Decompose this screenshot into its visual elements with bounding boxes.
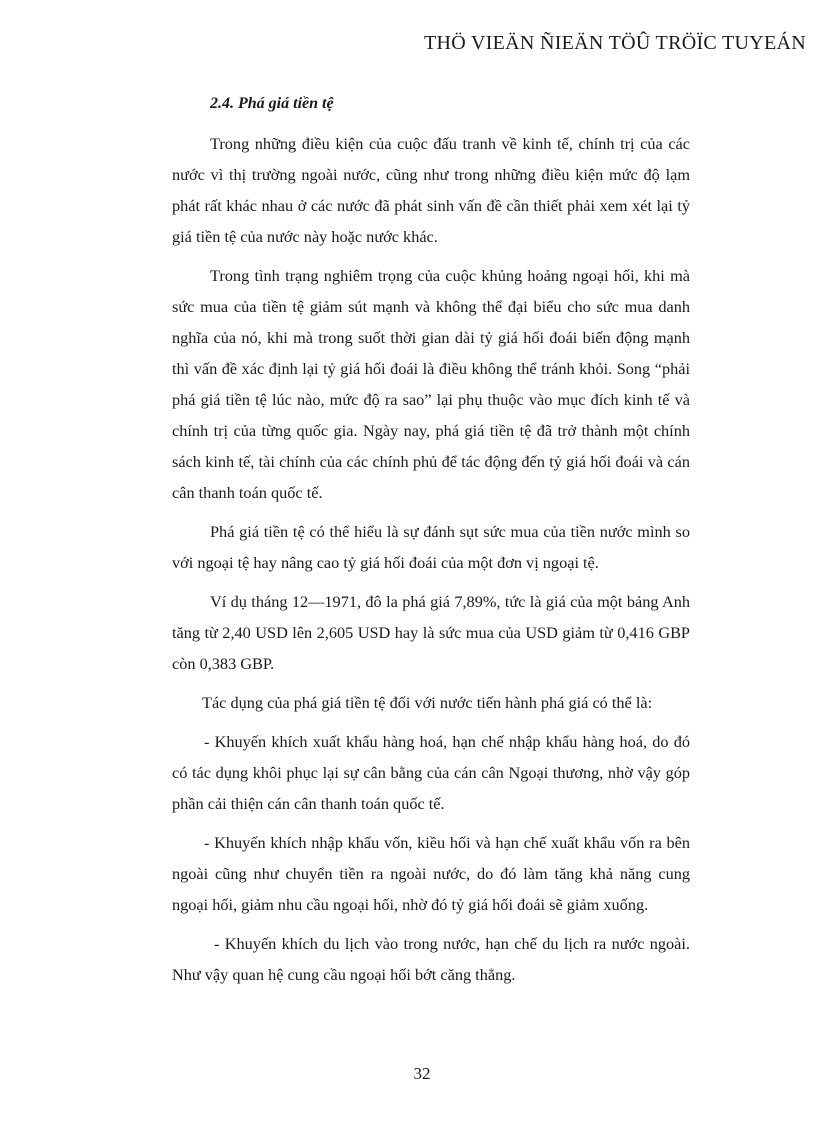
paragraph-effects-intro: Tác dụng của phá giá tiền tệ đối với nước tiến hành phá giá có thể là: xyxy=(202,693,653,712)
list-item-capital: - Khuyến khích nhập khẩu vốn, kiều hối và hạn chế xuất khẩu vốn ra bên ngoài cũng như chuyển tiền ra ngoài nước, do đó làm tăng khả năng cung ngoại hối, giảm nhu cầu ngoại hối, nhờ đó tỷ giá hối đoái sẽ giảm xuống. xyxy=(172,833,690,914)
section-heading: 2.4. Phá giá tiền tệ xyxy=(210,95,334,112)
paragraph-example: Ví dụ tháng 12—1971, đô la phá giá 7,89%, tức là giá của một bảng Anh tăng từ 2,40 USD lên 2,605 USD hay là sức mua của USD giảm từ 0,416 GBP còn 0,383 GBP. xyxy=(172,592,690,673)
page-body xyxy=(172,92,690,998)
running-header: THÖ VIEÄN ÑIEÄN TÖÛ TRÖÏC TUYEÁN xyxy=(424,32,806,54)
paragraph-definition: Phá giá tiền tệ có thể hiểu là sự đánh sụt sức mua của tiền nước mình so với ngoại tệ hay nâng cao tỷ giá hối đoái của một đơn vị ngoại tệ. xyxy=(172,522,690,572)
page-number: 32 xyxy=(413,1064,431,1083)
paragraph-crisis: Trong tình trạng nghiêm trọng của cuộc khủng hoảng ngoại hối, khi mà sức mua của tiền tệ giảm sút mạnh và không thể đại biểu cho sức mua danh nghĩa của nó, khi mà trong suốt thời gian dài tỷ giá hối đoái biến động mạnh thì vấn đề xác định lại tỷ giá hối đoái là điều không thể tránh khỏi. Song “phải phá giá tiền tệ lúc nào, mức độ ra sao” lại phụ thuộc vào mục đích kinh tế và chính trị của từng quốc gia. Ngày nay, phá giá tiền tệ đã trở thành một chính sách kinh tế, tài chính của các chính phủ để tác động đến tỷ giá hối đoái và cán cân thanh toán quốc tế. xyxy=(172,266,690,502)
list-item-export: - Khuyến khích xuất khẩu hàng hoá, hạn chế nhập khẩu hàng hoá, do đó có tác dụng khôi phục lại sự cân bằng của cán cân Ngoại thương, nhờ vậy góp phần cải thiện cán cân thanh toán quốc tế. xyxy=(172,732,690,813)
list-item-tourism: - Khuyến khích du lịch vào trong nước, hạn chế du lịch ra nước ngoài. Như vậy quan hệ cung cầu ngoại hối bớt căng thẳng. xyxy=(172,934,690,984)
paragraph-intro: Trong những điều kiện của cuộc đấu tranh về kinh tế, chính trị của các nước vì thị trường ngoài nước, cũng như trong những điều kiện mức độ lạm phát rất khác nhau ở các nước đã phát sinh vấn đề cần thiết phải xem xét lại tỷ giá tiền tệ của nước này hoặc nước khác. xyxy=(172,134,690,246)
